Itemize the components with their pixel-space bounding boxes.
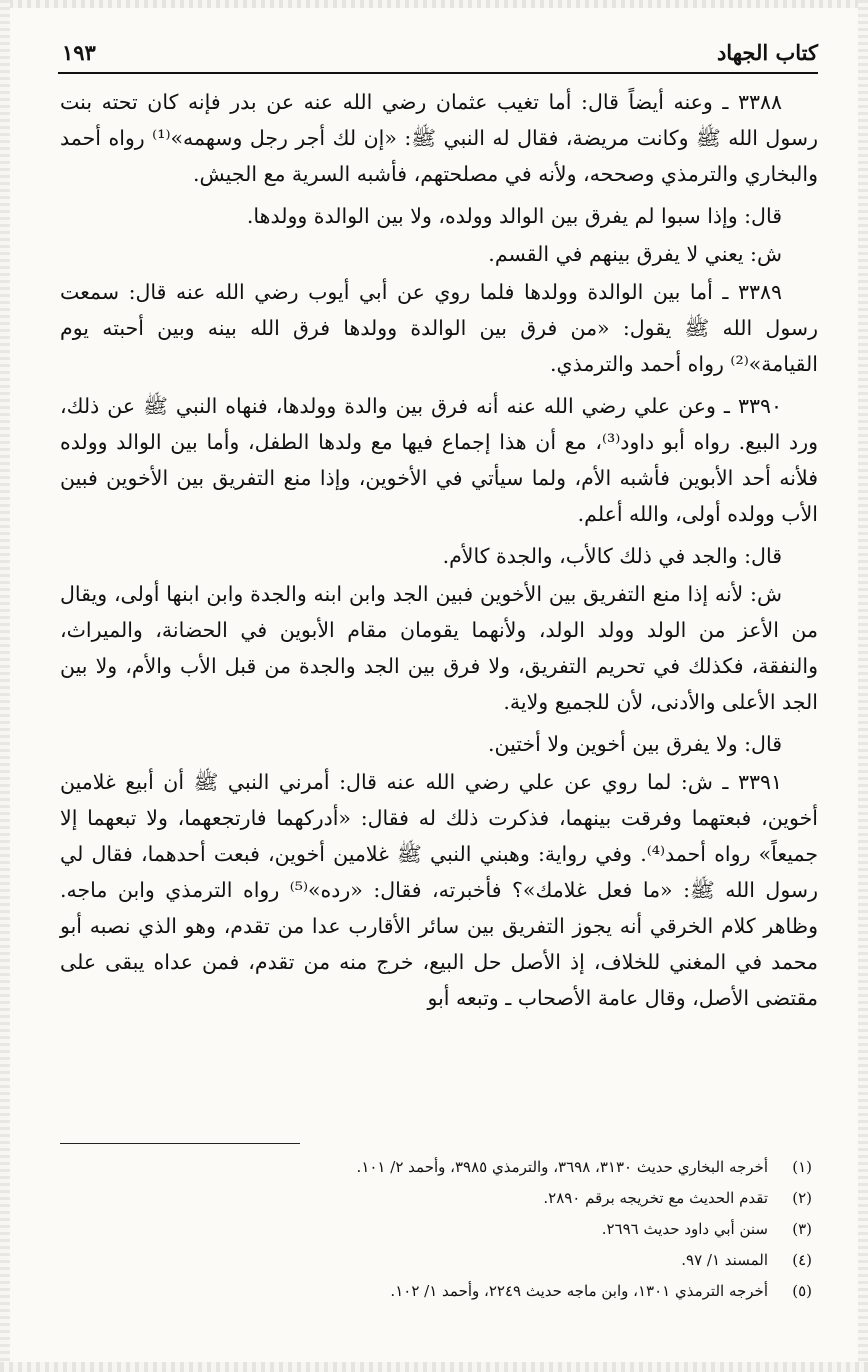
page-header: [58, 38, 818, 74]
footnote-number: (٣): [792, 1220, 812, 1238]
footnote-text: أخرجه الترمذي ١٣٠١، وابن ماجه حديث ٢٢٤٩، وأحمد ١/ ١٠٢.: [390, 1282, 768, 1300]
scan-edge-top: [0, 0, 868, 8]
page-number: ١٩٣: [62, 40, 96, 65]
main-text: [60, 84, 818, 1022]
paragraph-3388: ٣٣٨٨ ـ وعنه أيضاً قال: أما تغيب عثمان رضي الله عنه عن بدر فإنه كان تحته بنت رسول الله ﷺ وكانت مريضة، فقال له النبي ﷺ: «إن لك أجر رجل وسهمه»⁽¹⁾ رواه أحمد والبخاري والترمذي وصححه، ولأنه في مصلحتهم، فأشبه السرية مع الجيش.: [60, 90, 818, 186]
footnote-4: [60, 1245, 812, 1276]
footnote-2: [60, 1183, 812, 1214]
footnote-separator: [60, 1143, 300, 1144]
paragraph-matn-sabi: قال: وإذا سبوا لم يفرق بين الوالد وولده، ولا بين الوالدة وولدها.: [246, 204, 782, 228]
footnote-5: [60, 1276, 812, 1307]
footnote-number: (٢): [792, 1189, 812, 1207]
footnote-number: (٤): [792, 1251, 812, 1269]
footnote-text: المسند ١/ ٩٧.: [681, 1251, 768, 1269]
footnote-number: (٥): [792, 1282, 812, 1300]
footnote-1: [60, 1152, 812, 1183]
running-title: كتاب الجهاد: [716, 40, 818, 65]
footnotes: [60, 1152, 812, 1307]
scan-edge-right: [858, 0, 868, 1372]
footnote-text: تقدم الحديث مع تخريجه برقم ٢٨٩٠.: [543, 1189, 768, 1207]
paragraph-sharh-qasm: ش: يعني لا يفرق بينهم في القسم.: [488, 242, 782, 266]
paragraph-3390: ٣٣٩٠ ـ وعن علي رضي الله عنه أنه فرق بين والدة وولدها، فنهاه النبي ﷺ عن ذلك، ورد البيع. رواه أبو داود⁽³⁾، مع أن هذا إجماع فيها مع ولدها الطفل، وأما بين الوالد وولده فلأنه أحد الأبوين فأشبه الأم، ولما سيأتي في الأخوين، وإذا منع التفريق بين الأخوين فبين الأب وولده أولى، والله أعلم.: [60, 394, 818, 526]
paragraph-3389: ٣٣٨٩ ـ أما بين الوالدة وولدها فلما روي عن أبي أيوب رضي الله عنه قال: سمعت رسول الله ﷺ يقول: «من فرق بين الوالدة وولدها فرق الله بينه وبين أحبته يوم القيامة»⁽²⁾ رواه أحمد والترمذي.: [60, 280, 818, 376]
footnote-3: [60, 1214, 812, 1245]
paragraph-matn-jadd: قال: والجد في ذلك كالأب، والجدة كالأم.: [442, 544, 782, 568]
footnote-text: سنن أبي داود حديث ٢٦٩٦.: [601, 1220, 768, 1238]
paragraph-3391: ٣٣٩١ ـ ش: لما روي عن علي رضي الله عنه قال: أمرني النبي ﷺ أن أبيع غلامين أخوين، فبعتهما وفرقت بينهما، فذكرت ذلك له فقال: «أدركهما فارتجعهما، ولا تبعهما إلا جميعاً» رواه أحمد⁽⁴⁾. وفي رواية: وهبني النبي ﷺ غلامين أخوين، فبعت أحدهما، فقال لي رسول الله ﷺ: «ما فعل غلامك»؟ فأخبرته، فقال: «رده»⁽⁵⁾ رواه الترمذي وابن ماجه. وظاهر كلام الخرقي أنه يجوز التفريق بين سائر الأقارب عدا من تقدم، وهو الذي نصبه أبو محمد في المغني للخلاف، إذ الأصل حل البيع، خرج منه من تقدم، فمن عداه يبقى على مقتضى الأصل، وقال عامة الأصحاب ـ وتبعه أبو: [60, 770, 819, 1010]
paragraph-matn-akhawain: قال: ولا يفرق بين أخوين ولا أختين.: [487, 732, 782, 756]
footnote-text: أخرجه البخاري حديث ٣١٣٠، ٣٦٩٨، والترمذي ٣٩٨٥، وأحمد ٢/ ١٠١.: [356, 1158, 768, 1176]
scan-edge-left: [0, 0, 10, 1372]
paragraph-sharh-jadd: ش: لأنه إذا منع التفريق بين الأخوين فبين الجد وابن ابنه والجدة وابن ابنها أولى، ويقال من الأعز من الولد وولد الولد، ولأنهما يقومان مقام الأبوين في الحضانة، والميراث، والنفقة، فكذلك في تحريم التفريق، ولا فرق بين الجد والجدة من قبل الأب والأم، ولا بين الجد الأعلى والأدنى، لأن للجميع ولاية.: [60, 582, 818, 714]
footnote-number: (١): [792, 1158, 812, 1176]
scan-edge-bottom: [0, 1362, 868, 1372]
